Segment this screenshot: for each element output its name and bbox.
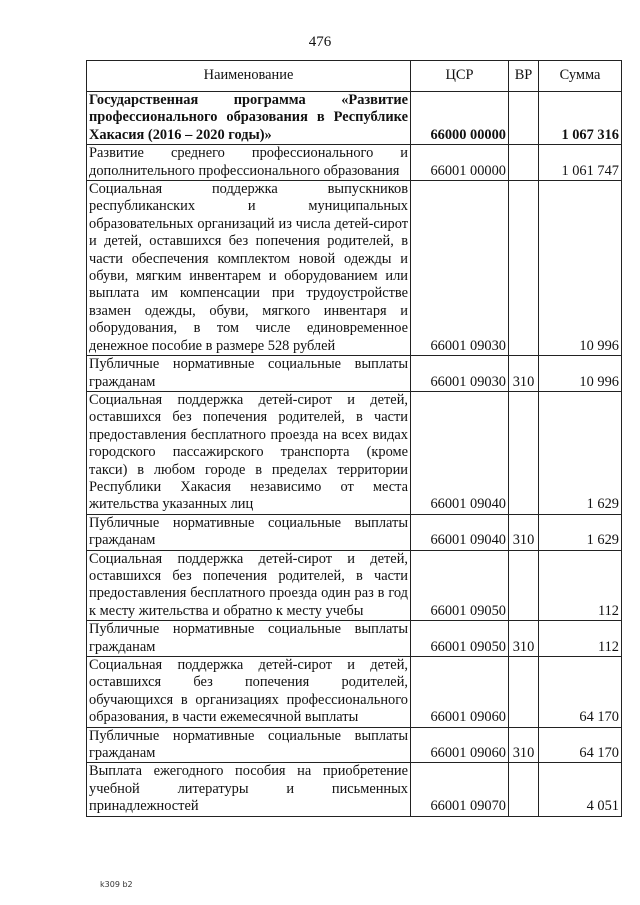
row-sum: 1 061 747 bbox=[539, 145, 622, 181]
row-sum: 4 051 bbox=[539, 763, 622, 816]
row-sum: 1 629 bbox=[539, 391, 622, 514]
row-vr bbox=[509, 763, 539, 816]
row-csr: 66001 09060 bbox=[411, 727, 509, 763]
row-csr: 66001 00000 bbox=[411, 145, 509, 181]
row-name: Социальная поддержка детей-сирот и детей, оставшихся без попечения родителей, в части предоставления бесплатного проезда на всех видах городского пассажирского транспорта (кроме такси) в любом городе в пределах территории Республики Хакасия независимо от места жительства указанных лиц bbox=[87, 391, 411, 514]
table-row bbox=[87, 92, 622, 145]
table-row bbox=[87, 391, 622, 514]
row-vr bbox=[509, 391, 539, 514]
header-name: Наименование bbox=[87, 61, 411, 92]
row-vr: 310 bbox=[509, 727, 539, 763]
row-vr bbox=[509, 92, 539, 145]
table-row bbox=[87, 727, 622, 763]
row-sum: 64 170 bbox=[539, 727, 622, 763]
row-vr bbox=[509, 145, 539, 181]
row-name: Публичные нормативные социальные выплаты гражданам bbox=[87, 621, 411, 657]
header-sum: Сумма bbox=[539, 61, 622, 92]
table-row bbox=[87, 550, 622, 621]
row-csr: 66001 09040 bbox=[411, 391, 509, 514]
table-row bbox=[87, 657, 622, 728]
table-header-row bbox=[87, 61, 622, 92]
row-csr: 66001 09060 bbox=[411, 657, 509, 728]
footer-code: k309 b2 bbox=[100, 880, 133, 889]
row-name: Публичные нормативные социальные выплаты гражданам bbox=[87, 356, 411, 392]
table-row bbox=[87, 621, 622, 657]
row-vr: 310 bbox=[509, 514, 539, 550]
row-vr: 310 bbox=[509, 621, 539, 657]
table-row bbox=[87, 145, 622, 181]
table-row bbox=[87, 514, 622, 550]
row-name: Социальная поддержка выпускников республиканских и муниципальных образовательных организаций из числа детей-сирот и детей, оставшихся без попечения родителей, в части обеспечения комплектом новой одежды и обуви, мягким инвентарем и оборудованием или выплата им компенсации при трудоустройстве взамен одежды, обуви, мягкого инвентаря и оборудования, в том числе единовременное денежное пособие в размере 528 рублей bbox=[87, 181, 411, 356]
row-name: Публичные нормативные социальные выплаты гражданам bbox=[87, 727, 411, 763]
row-sum: 64 170 bbox=[539, 657, 622, 728]
row-csr: 66001 09050 bbox=[411, 621, 509, 657]
row-vr bbox=[509, 181, 539, 356]
row-csr: 66000 00000 bbox=[411, 92, 509, 145]
row-csr: 66001 09070 bbox=[411, 763, 509, 816]
row-sum: 10 996 bbox=[539, 181, 622, 356]
row-name: Социальная поддержка детей-сирот и детей, оставшихся без попечения родителей, обучающихся в организациях профессионального образования, в части ежемесячной выплаты bbox=[87, 657, 411, 728]
row-sum: 1 067 316 bbox=[539, 92, 622, 145]
row-name: Выплата ежегодного пособия на приобретение учебной литературы и письменных принадлежностей bbox=[87, 763, 411, 816]
row-vr: 310 bbox=[509, 356, 539, 392]
row-sum: 112 bbox=[539, 621, 622, 657]
table-row bbox=[87, 763, 622, 816]
row-sum: 10 996 bbox=[539, 356, 622, 392]
row-sum: 112 bbox=[539, 550, 622, 621]
budget-table bbox=[86, 60, 622, 817]
row-csr: 66001 09030 bbox=[411, 181, 509, 356]
row-name: Публичные нормативные социальные выплаты гражданам bbox=[87, 514, 411, 550]
page-number: 476 bbox=[308, 34, 332, 50]
row-csr: 66001 09040 bbox=[411, 514, 509, 550]
header-csr: ЦСР bbox=[411, 61, 509, 92]
row-csr: 66001 09030 bbox=[411, 356, 509, 392]
row-vr bbox=[509, 657, 539, 728]
row-name: Развитие среднего профессионального и дополнительного профессионального образования bbox=[87, 145, 411, 181]
row-csr: 66001 09050 bbox=[411, 550, 509, 621]
table-row bbox=[87, 181, 622, 356]
row-name: Социальная поддержка детей-сирот и детей, оставшихся без попечения родителей, в части предоставления бесплатного проезда один раз в год к месту жительства и обратно к месту учебы bbox=[87, 550, 411, 621]
row-vr bbox=[509, 550, 539, 621]
row-name: Государственная программа «Развитие профессионального образования в Республике Хакасия (2016 – 2020 годы)» bbox=[87, 92, 411, 145]
row-sum: 1 629 bbox=[539, 514, 622, 550]
table-row bbox=[87, 356, 622, 392]
header-vr: ВР bbox=[509, 61, 539, 92]
